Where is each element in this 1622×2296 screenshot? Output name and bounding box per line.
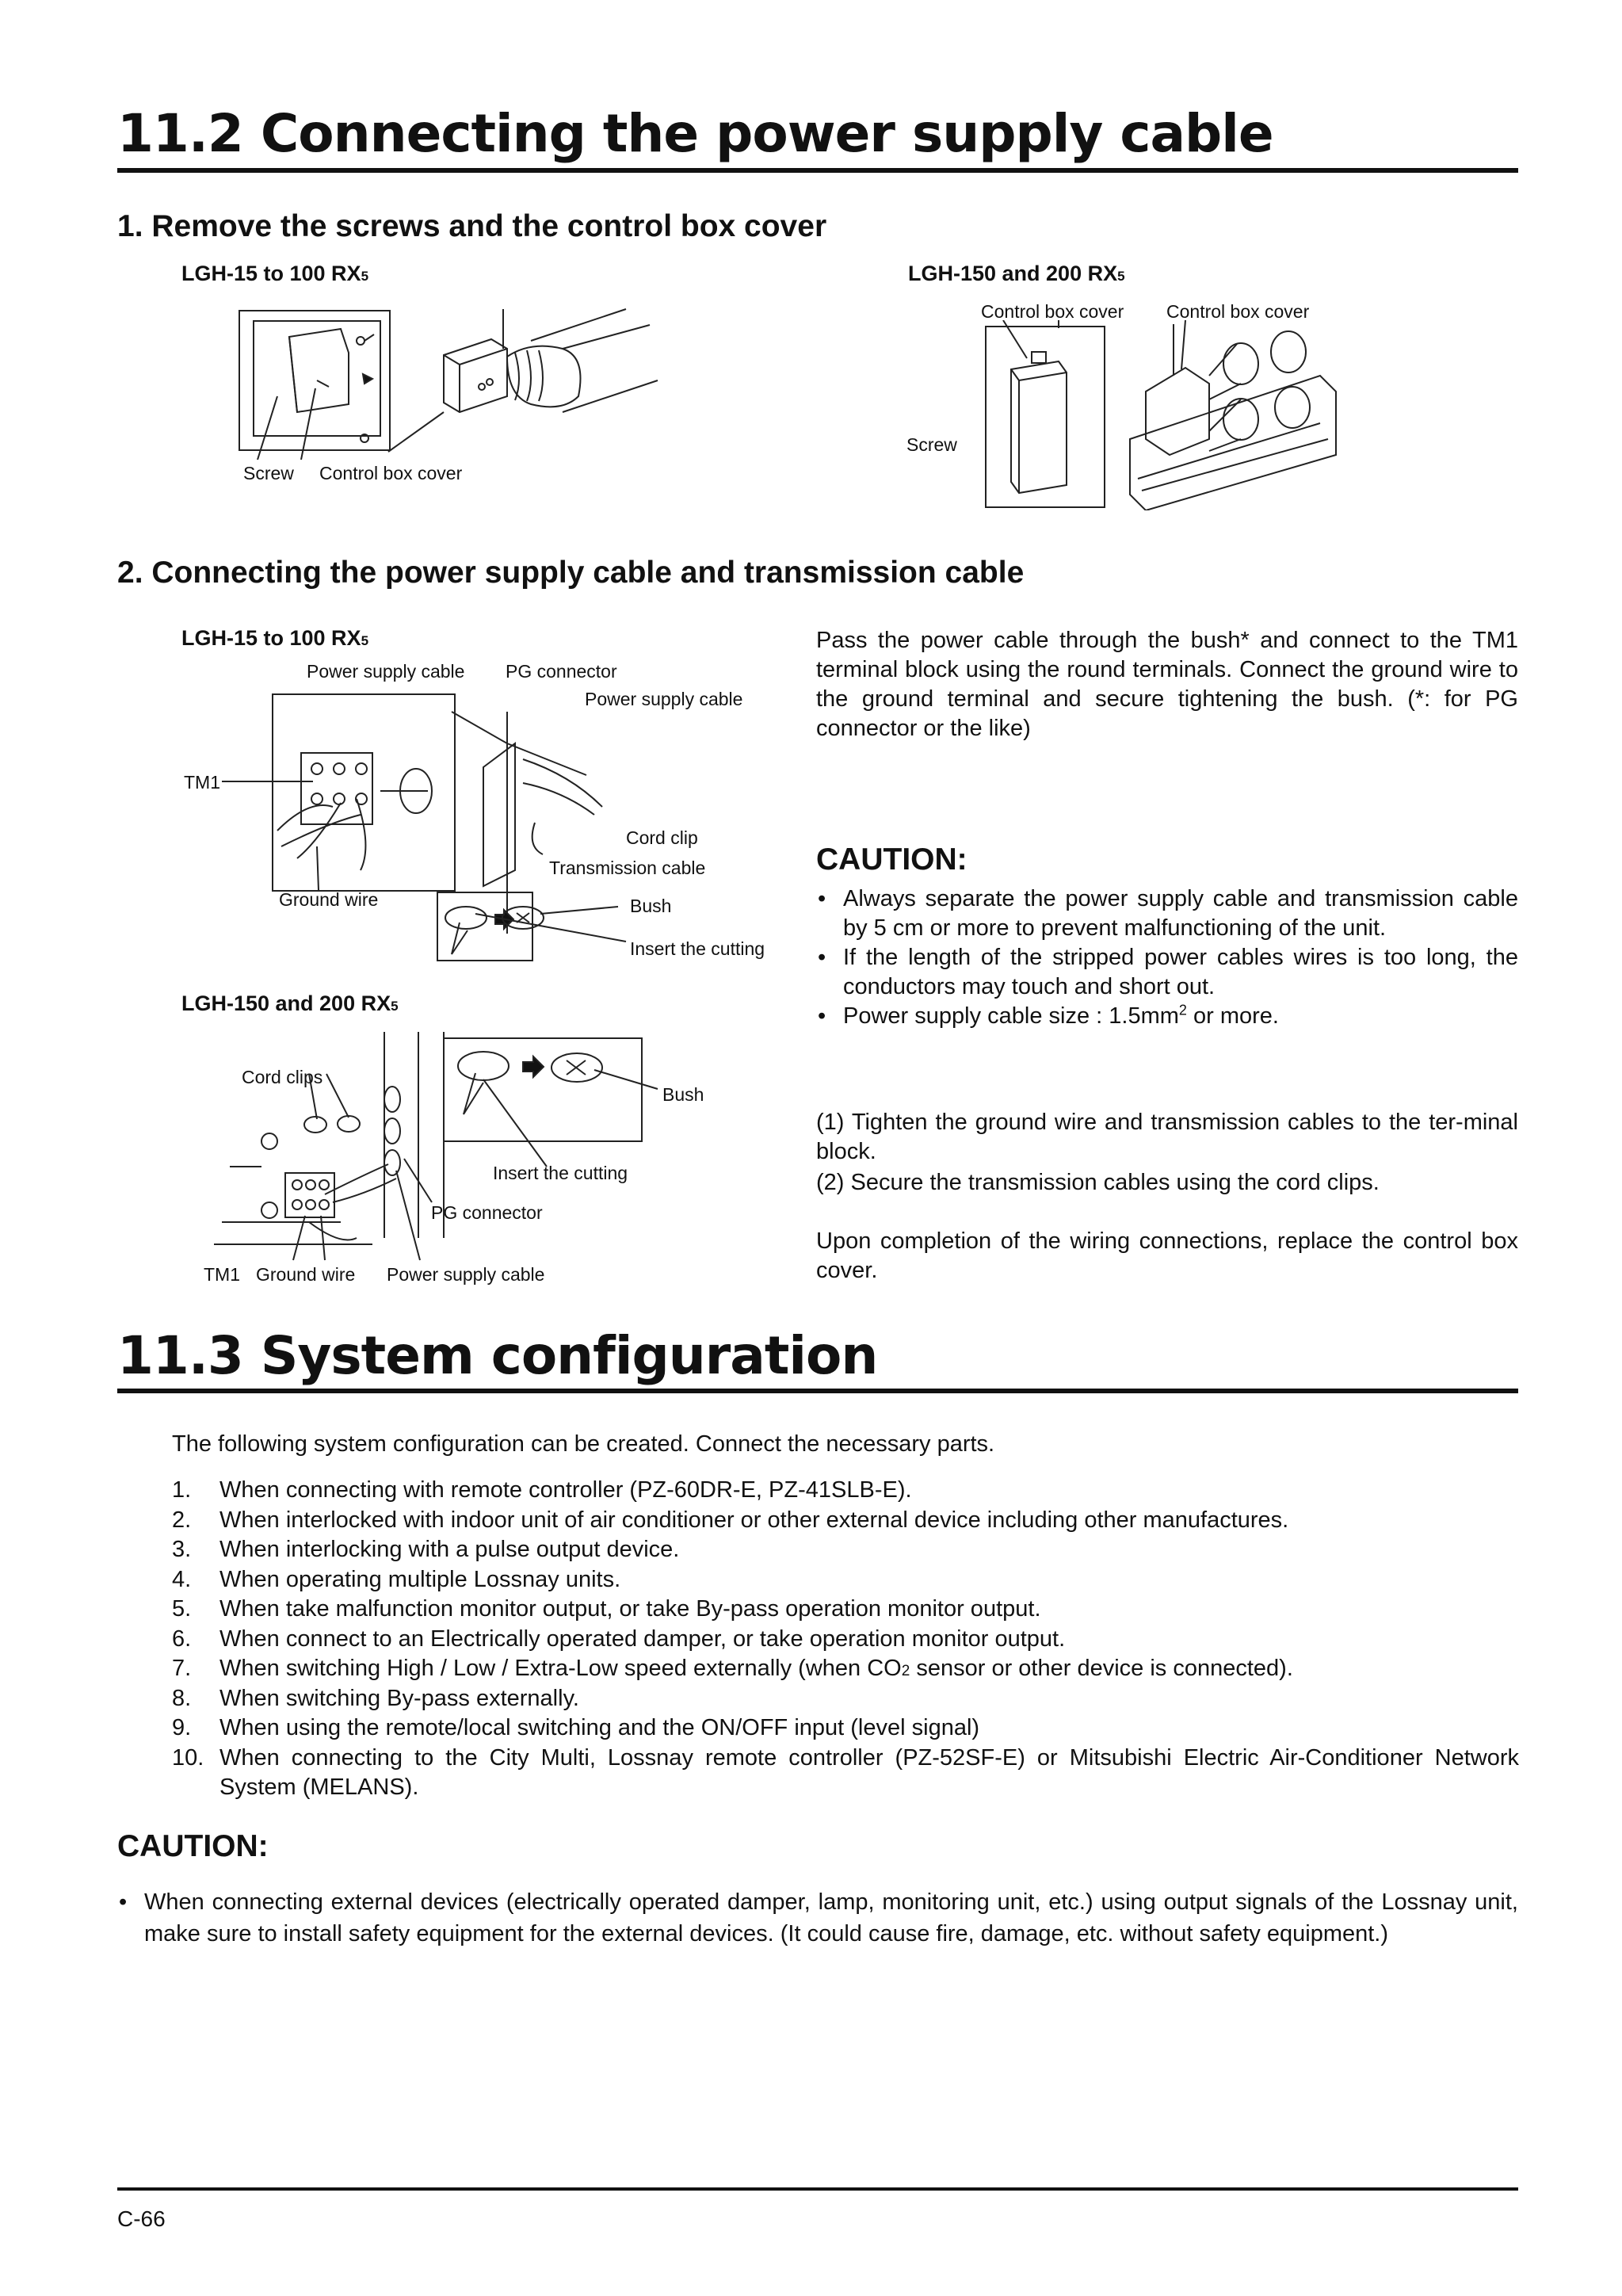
label-screw-left: Screw: [243, 463, 294, 483]
list-item: 10. When connecting to the City Multi, Lossnay remote controller (PZ-52SF-E) or Mitsubishi Electric Air-Conditioner Network System (MELANS).: [172, 1744, 1519, 1800]
caution-list-2: [117, 1886, 1518, 1950]
label-control-box-cover-right-2: Control box cover: [1166, 301, 1310, 322]
label-a-pg-connector: PG connector: [506, 661, 617, 682]
label-b-insert-the-cutting: Insert the cutting: [493, 1163, 628, 1183]
label-a-power-supply-cable-1: Power supply cable: [307, 661, 465, 682]
diagram-step1-left: [230, 293, 689, 460]
step1-right-model: LGH-150 and 200 RX5: [908, 262, 1125, 285]
list-item: 7. When switching High / Low / Extra-Low speed externally (when CO2 sensor or other device is connected).: [172, 1656, 1293, 1681]
list-item: 9. When using the remote/local switching and the ON/OFF input (level signal): [172, 1715, 980, 1740]
step2-intro: Pass the power cable through the bush* and connect to the TM1 terminal block using the round terminals. Connect the ground wire to the ground terminal and secure tightening the bush. (*: for PG connector or the like): [816, 628, 1518, 741]
label-b-tm1: TM1: [204, 1264, 240, 1285]
label-control-box-cover-right-1: Control box cover: [981, 301, 1124, 322]
caution-item-cable-size: • Power supply cable size : $1.5mm^2$ or more.: [816, 1002, 1518, 1031]
list-item: 2. When interlocked with indoor unit of air conditioner or other external device including other manufactures.: [172, 1507, 1289, 1533]
label-a-cord-clip: Cord clip: [626, 827, 698, 848]
caution-item: • Always separate the power supply cable and transmission cable by 5 cm or more to prevent malfunctioning of the unit.: [816, 884, 1518, 943]
label-b-power-supply-cable: Power supply cable: [387, 1264, 545, 1285]
step2-model-b: LGH-150 and 200 RX5: [181, 991, 399, 1015]
step1-heading: 1. Remove the screws and the control box cover: [117, 209, 827, 243]
system-config-list: [172, 1476, 1519, 1803]
diagram-step2-a: [222, 680, 634, 965]
diagram-step1-right: [979, 320, 1344, 510]
system-config-intro: The following system configuration can be created. Connect the necessary parts.: [172, 1431, 995, 1457]
page-number: C-66: [117, 2206, 166, 2231]
section-title-11-2: 11.2 Connecting the power supply cable: [117, 103, 1273, 164]
step2-instruction-1: (1) Tighten the ground wire and transmission cables to the ter-minal block.: [816, 1110, 1518, 1164]
step2-instruction-2: (2) Secure the transmission cables using the cord clips.: [816, 1170, 1380, 1195]
section-title-11-3: 11.3 System configuration: [117, 1325, 878, 1386]
caution-item: • If the length of the stripped power cables wires is too long, the conductors may touch and short out.: [816, 943, 1518, 1002]
list-item: 5. When take malfunction monitor output, or take By-pass operation monitor output.: [172, 1596, 1041, 1622]
list-item: 6. When connect to an Electrically operated damper, or take operation monitor output.: [172, 1626, 1066, 1652]
label-a-tm1: TM1: [184, 772, 220, 793]
diagram-step2-b: [214, 1032, 666, 1262]
label-a-power-supply-cable-2: Power supply cable: [585, 689, 743, 709]
footer-rule: [117, 2187, 1518, 2191]
label-a-transmission-cable: Transmission cable: [549, 858, 706, 878]
label-a-bush: Bush: [630, 896, 672, 916]
caution-item: • When connecting external devices (electrically operated damper, lamp, monitoring unit, etc.) using output signals of the Lossnay unit, make sure to install safety equipment for the external devices. (It could cause fire, damage, etc. without safety equipment.): [117, 1886, 1518, 1950]
step1-left-model: LGH-15 to 100 RX5: [181, 262, 369, 285]
step2-completion: Upon completion of the wiring connections, replace the control box cover.: [816, 1228, 1518, 1283]
label-a-ground-wire: Ground wire: [279, 889, 379, 910]
label-b-ground-wire: Ground wire: [256, 1264, 356, 1285]
step2-model-a: LGH-15 to 100 RX5: [181, 626, 369, 650]
label-b-bush: Bush: [662, 1084, 704, 1105]
caution-list-1: [816, 884, 1518, 1031]
list-item: 4. When operating multiple Lossnay units.: [172, 1566, 621, 1592]
label-b-pg-connector: PG connector: [431, 1202, 543, 1223]
label-screw-right: Screw: [906, 434, 957, 455]
caution-title-2: CAUTION:: [117, 1829, 269, 1863]
caution-title-1: CAUTION:: [816, 842, 967, 877]
list-item: 8. When switching By-pass externally.: [172, 1685, 579, 1711]
title-rule: [117, 168, 1518, 173]
title-rule: [117, 1389, 1518, 1393]
label-a-insert-the-cutting: Insert the cutting: [630, 938, 765, 959]
step2-heading: 2. Connecting the power supply cable and transmission cable: [117, 556, 1025, 590]
label-b-cord-clips: Cord clips: [242, 1067, 323, 1087]
list-item: 1. When connecting with remote controller (PZ-60DR-E, PZ-41SLB-E).: [172, 1477, 912, 1503]
list-item: 3. When interlocking with a pulse output device.: [172, 1537, 680, 1562]
label-control-box-cover-left: Control box cover: [319, 463, 463, 483]
